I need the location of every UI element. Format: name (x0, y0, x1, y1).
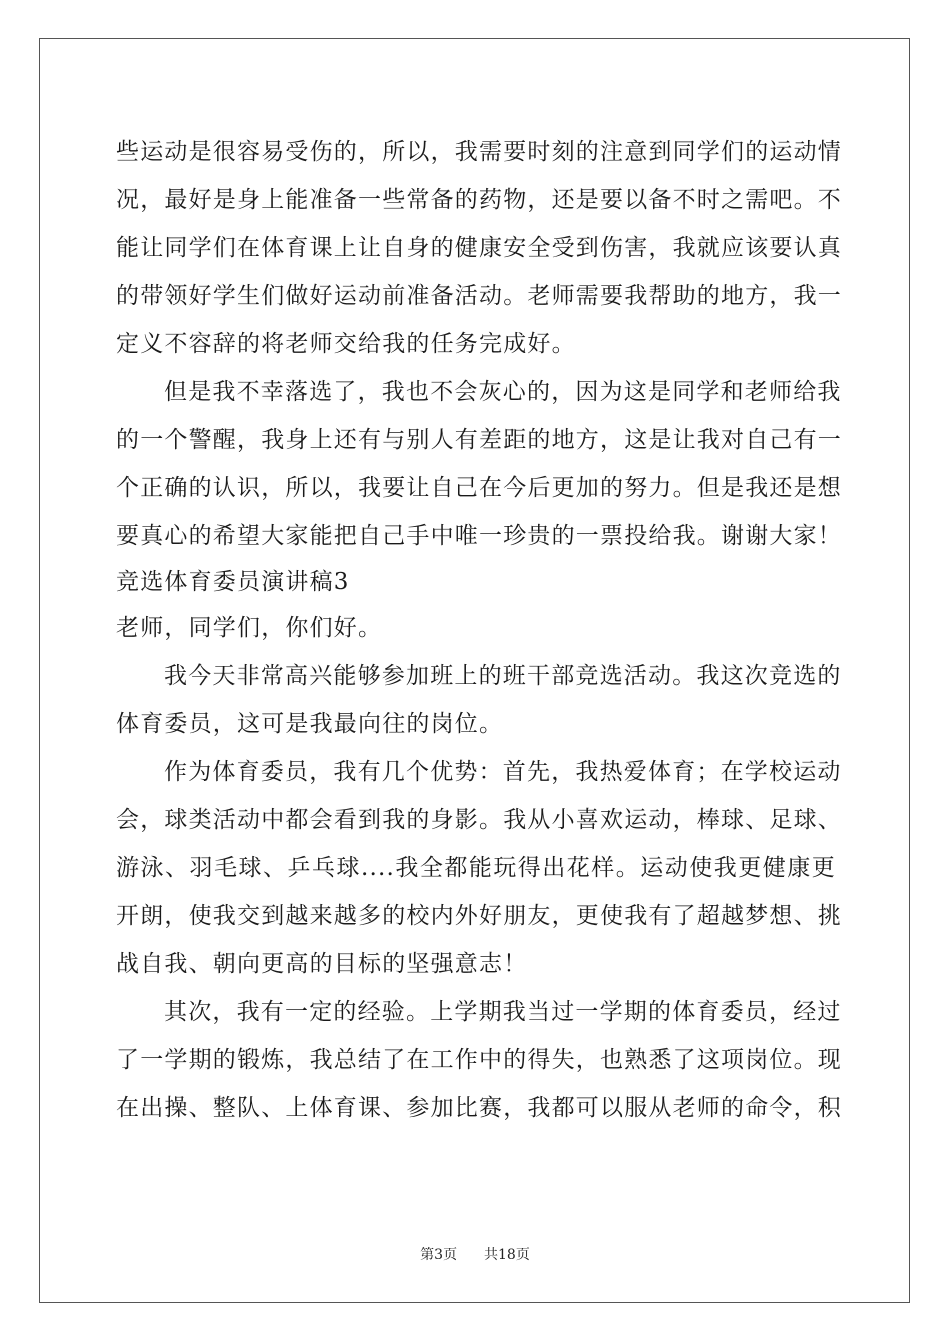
text-line: 的带领好学生们做好运动前准备活动。老师需要我帮助的地方，我一 (116, 283, 842, 309)
text-line: 些运动是很容易受伤的，所以，我需要时刻的注意到同学们的运动情 (116, 139, 842, 165)
text-line: 会，球类活动中都会看到我的身影。我从小喜欢运动，棒球、足球、 (116, 807, 842, 833)
text-line: 开朗，使我交到越来越多的校内外好朋友，更使我有了超越梦想、挑 (116, 903, 842, 929)
text-line: 战自我、朝向更高的目标的坚强意志！ (116, 951, 528, 977)
page-footer (0, 1244, 950, 1264)
paragraph-first-line: 但是我不幸落选了，我也不会灰心的，因为这是同学和老师给我 (164, 379, 842, 405)
text-line: 在出操、整队、上体育课、参加比赛，我都可以服从老师的命令，积 (116, 1095, 842, 1121)
text-line: 况，最好是身上能准备一些常备的药物，还是要以备不时之需吧。不 (116, 187, 842, 213)
page-number-total: 共18页 (484, 1247, 530, 1263)
paragraph-first-line: 其次，我有一定的经验。上学期我当过一学期的体育委员，经过 (164, 999, 842, 1025)
text-line: 定义不容辞的将老师交给我的任务完成好。 (116, 331, 576, 357)
text-line: 要真心的希望大家能把自己手中唯一珍贵的一票投给我。谢谢大家！ (116, 523, 842, 549)
text-line: 的一个警醒，我身上还有与别人有差距的地方，这是让我对自己有一 (116, 427, 842, 453)
greeting-line: 老师，同学们，你们好。 (116, 615, 383, 641)
text-line: 个正确的认识，所以，我要让自己在今后更加的努力。但是我还是想 (116, 475, 842, 501)
paragraph-first-line: 作为体育委员，我有几个优势：首先，我热爱体育；在学校运动 (164, 759, 842, 785)
text-line: 了一学期的锻炼，我总结了在工作中的得失，也熟悉了这项岗位。现 (116, 1047, 842, 1073)
paragraph-first-line: 我今天非常高兴能够参加班上的班干部竞选活动。我这次竞选的 (164, 663, 842, 689)
text-line: 游泳、羽毛球、乒乓球....我全都能玩得出花样。运动使我更健康更 (116, 855, 836, 881)
document-body (116, 128, 842, 1132)
section-heading: 竞选体育委员演讲稿3 (116, 569, 350, 595)
text-line: 能让同学们在体育课上让自身的健康安全受到伤害，我就应该要认真 (116, 235, 842, 261)
text-line: 体育委员，这可是我最向往的岗位。 (116, 711, 504, 737)
page-number-current: 第3页 (420, 1247, 458, 1263)
